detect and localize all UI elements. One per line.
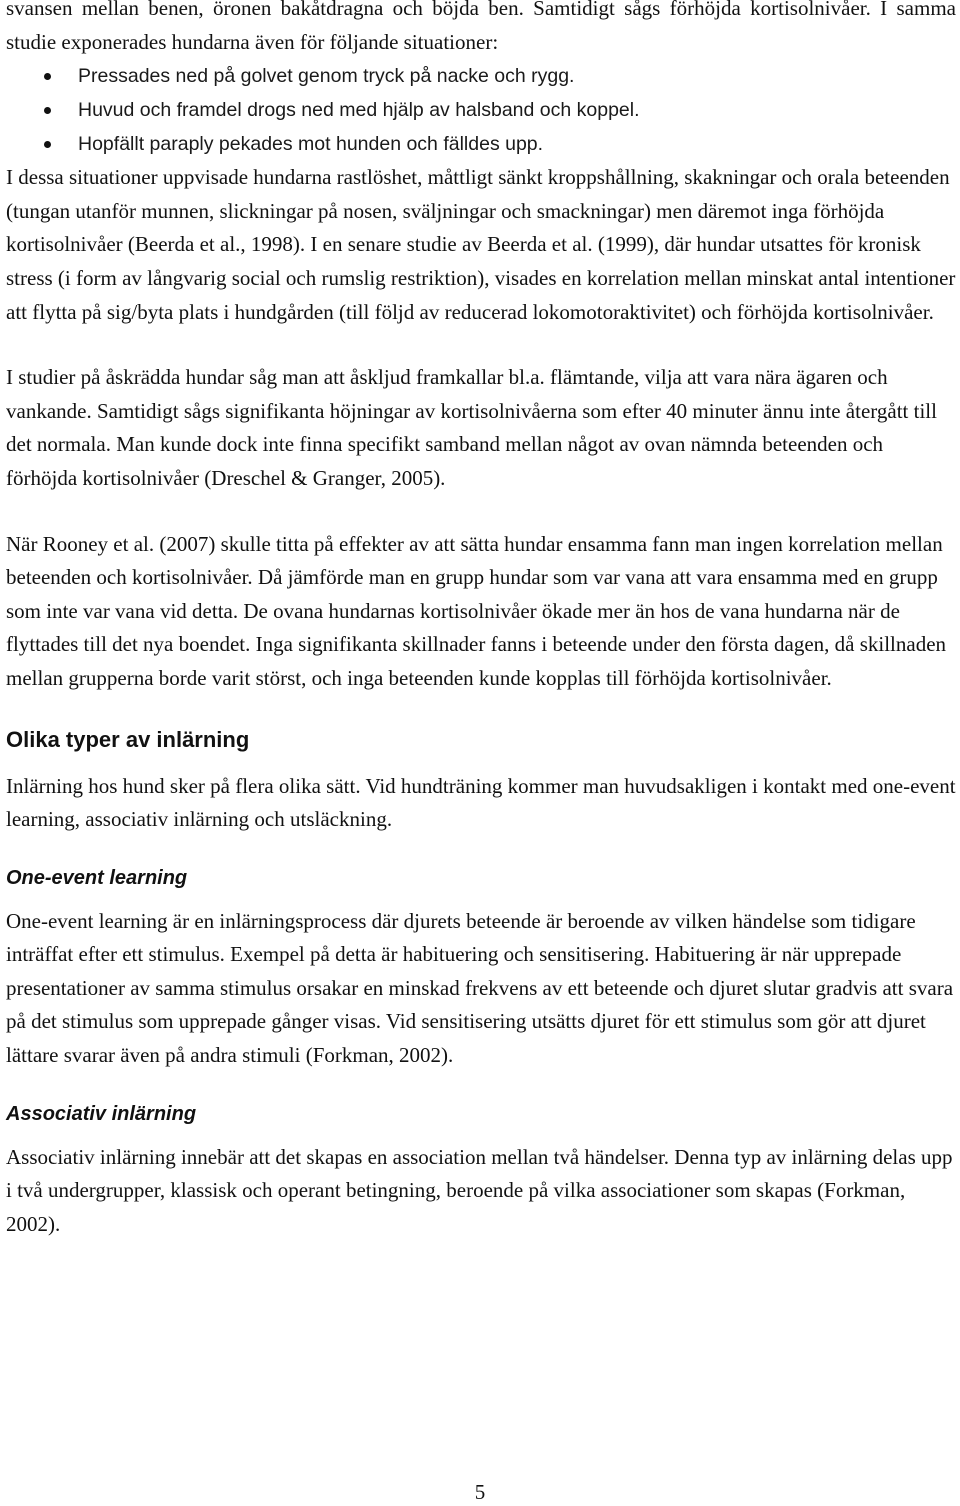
subsection-heading-one-event: One-event learning	[6, 866, 188, 889]
subsection-text-one-event: One-event learning är en inlärningsprocess där djurets beteende är beroende av vilken händelse som tidigare inträffat efter ett stimulus. Exempel på detta är habituering och sensitisering. Habituering är när upprepade presentationer av samma stimulus orsakar en minskad frekvens av ett beteende och djuret slutar gradvis att svara på det stimulus som upprepade gånger visas. Vid sensitisering utsätts djuret för ett stimulus som gör att djuret lättare svarar även på andra stimuli (Forkman, 2002).	[6, 908, 954, 1068]
subsection-text-associative: Associativ inlärning innebär att det skapas en association mellan två händelser. Denna typ av inlärning delas upp i två undergrupper, klassisk och operant betingning, beroende på vilka associationer som skapas (Forkman, 2002).	[6, 1144, 953, 1236]
page-number: 5	[474, 1480, 486, 1504]
bullet-icon	[44, 141, 51, 148]
list-item-text: Hopfällt paraply pekades mot hunden och fälldes upp.	[78, 133, 544, 156]
section-intro: Inlärning hos hund sker på flera olika sätt. Vid hundträning kommer man huvudsakligen i kontakt med one-event learning, associativ inlärning och utsläckning.	[6, 773, 956, 832]
intro-paragraph: svansen mellan benen, öronen bakåtdragna och böjda ben. Samtidigt sågs förhöjda kortisolnivåer. I samma studie exponerades hundarna även för följande situationer:	[6, 0, 956, 54]
situation-list	[6, 59, 956, 161]
document-page	[6, 0, 956, 1241]
list-item	[6, 93, 956, 127]
list-item-text: Huvud och framdel drogs ned med hjälp av halsband och koppel.	[78, 99, 640, 122]
paragraph-alone-study: När Rooney et al. (2007) skulle titta på effekter av att sätta hundar ensamma fann man ingen korrelation mellan beteenden och kortisolnivåer. Då jämförde man en grupp hundar som var vana att vara ensamma med en grupp som inte var vana vid detta. De ovana hundarnas kortisolnivåer ökade mer än hos de vana hundarna när de flyttades till det nya boendet. Inga signifikanta skillnader fanns i beteende under den första dagen, då skillnaden mellan grupperna borde varit störst, och inga beteenden kunde kopplas till förhöjda kortisolnivåer.	[6, 531, 947, 690]
bullet-icon	[44, 107, 51, 114]
list-item-text: Pressades ned på golvet genom tryck på nacke och rygg.	[78, 65, 575, 88]
paragraph-stress-situations: I dessa situationer uppvisade hundarna rastlöshet, måttligt sänkt kroppshållning, skakningar och orala beteenden (tungan utanför munnen, slickningar på nosen, sväljningar och smackningar) men däremot inga förhöjda kortisolnivåer (Beerda et al., 1998). I en senare studie av Beerda et al. (1999), där hundar utsattes för kronisk stress (i form av långvarig social och rumslig restriktion), visades en korrelation mellan minskat antal intentioner att flytta på sig/byta plats i hundgården (till följd av reducerad lokomotoraktivitet) och förhöjda kortisolnivåer.	[6, 165, 956, 324]
bullet-icon	[44, 73, 51, 80]
list-item	[6, 59, 956, 93]
list-item	[6, 127, 956, 161]
section-heading: Olika typer av inlärning	[6, 726, 250, 752]
subsection-heading-associative: Associativ inlärning	[6, 1102, 197, 1125]
paragraph-thunder-fear: I studier på åskrädda hundar såg man att åskljud framkallar bl.a. flämtande, vilja att vara nära ägaren och vankande. Samtidigt sågs signifikanta höjningar av kortisolnivåerna som efter 40 minuter ännu inte återgått till det normala. Man kunde dock inte finna specifikt samband mellan något av ovan nämnda beteenden och förhöjda kortisolnivåer (Dreschel & Granger, 2005).	[6, 365, 937, 490]
